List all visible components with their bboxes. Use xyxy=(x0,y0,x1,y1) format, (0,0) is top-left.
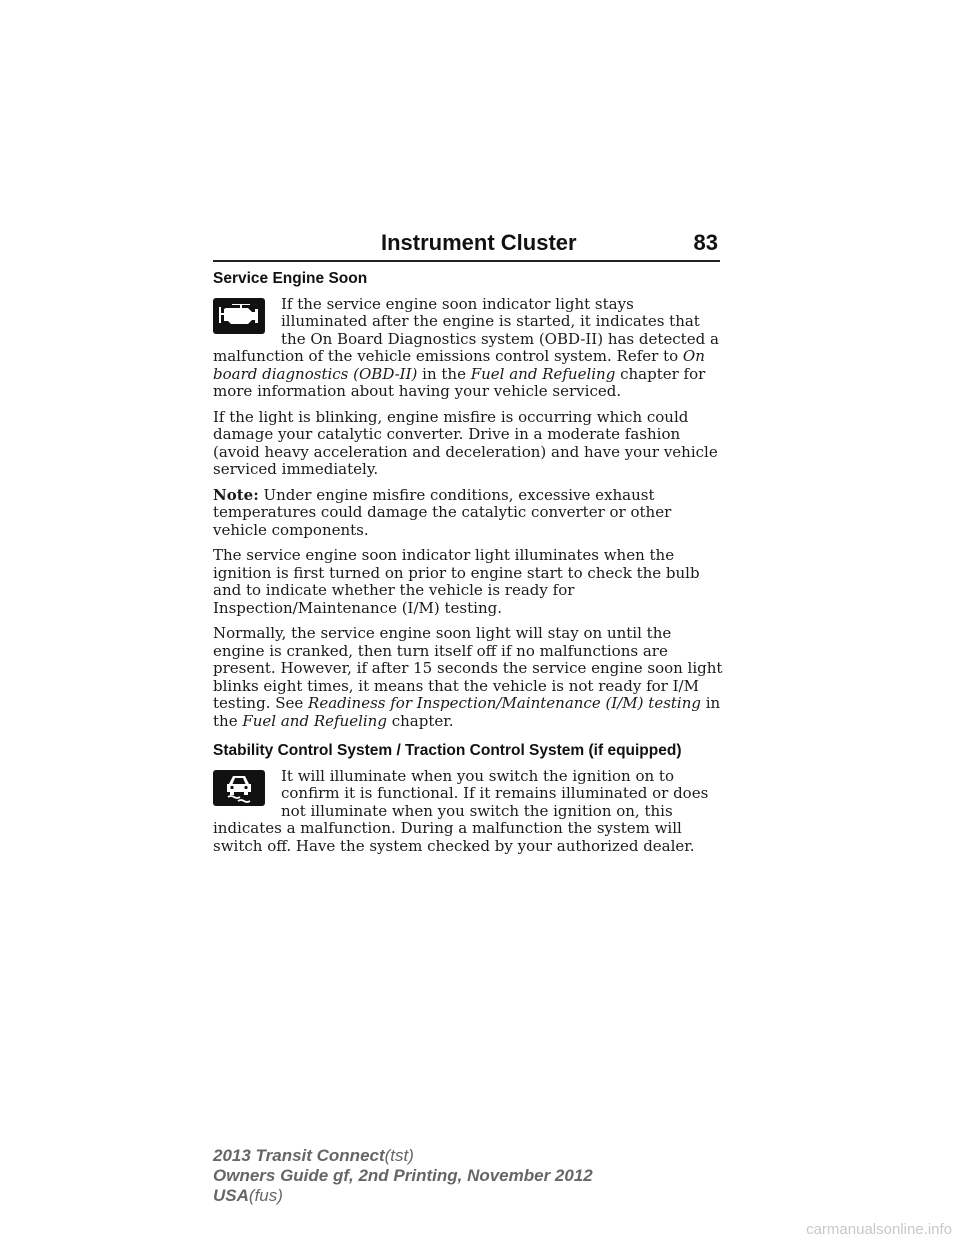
paragraph-service-engine-intro: If the service engine soon indicator light stays illuminated after the engine is started, it indicates that the On Board Diagnostics system (OBD-II) has detected a malfunction of the vehicle emissions control system. Refer to On board diagnostics (OBD-II) in the Fuel and Refueling chapter for more information about having your vehicle serviced. xyxy=(213,294,719,400)
page-footer xyxy=(213,1146,593,1206)
paragraph-blinking-light: If the light is blinking, engine misfire is occurring which could damage your catalytic converter. Drive in a moderate fashion (avoid heavy acceleration and deceleration) and have your vehicle serviced immediately. xyxy=(213,407,718,478)
paragraph-ignition-check: The service engine soon indicator light illuminates when the ignition is first turned on prior to engine start to check the bulb and to indicate whether the vehicle is ready for Inspection/Maintenance (I/M) testing. xyxy=(213,546,700,617)
check-engine-icon xyxy=(213,298,265,334)
paragraph-note: Note: Under engine misfire conditions, excessive exhaust temperatures could damage the catalytic converter or other vehicle components. xyxy=(213,485,672,539)
paragraph-stability-control: It will illuminate when you switch the ignition on to confirm it is functional. If it remains illuminated or does not illuminate when you switch the ignition on, this indicates a malfunction. During a malfunction the system will switch off. Have the system checked by your authorized dealer. xyxy=(213,766,709,855)
footer-line-model: 2013 Transit Connect(tst) xyxy=(213,1146,414,1165)
note-label: Note: xyxy=(213,485,259,504)
page-title: Instrument Cluster xyxy=(381,230,577,255)
section-title-service-engine-soon: Service Engine Soon xyxy=(213,270,368,287)
paragraph-readiness: Normally, the service engine soon light will stay on until the engine is cranked, then turn itself off if no malfunctions are present. However, if after 15 seconds the service engine soon light blinks eight times, it means that the vehicle is not ready for I/M testing. See Readiness for Inspection/Maintenance (I/M) testing in the Fuel and Refueling chapter. xyxy=(213,624,723,730)
page-content xyxy=(213,268,723,863)
page-number: 83 xyxy=(693,230,718,255)
reference-fuel-refueling-2: Fuel and Refueling xyxy=(242,711,387,730)
reference-obd-ii: On board diagnostics (OBD-II) xyxy=(213,347,705,383)
header-divider xyxy=(213,260,720,262)
reference-fuel-refueling: Fuel and Refueling xyxy=(470,364,616,383)
watermark: carmanualsonline.info xyxy=(806,1221,952,1238)
footer-line-market: USA(fus) xyxy=(213,1186,283,1205)
section-title-stability-control: Stability Control System / Traction Control System (if equipped) xyxy=(213,742,682,759)
traction-control-icon xyxy=(213,770,265,806)
footer-line-printing: Owners Guide gf, 2nd Printing, November 2012 xyxy=(213,1166,593,1185)
page-header xyxy=(213,226,720,260)
reference-readiness: Readiness for Inspection/Maintenance (I/M) testing xyxy=(308,694,701,712)
